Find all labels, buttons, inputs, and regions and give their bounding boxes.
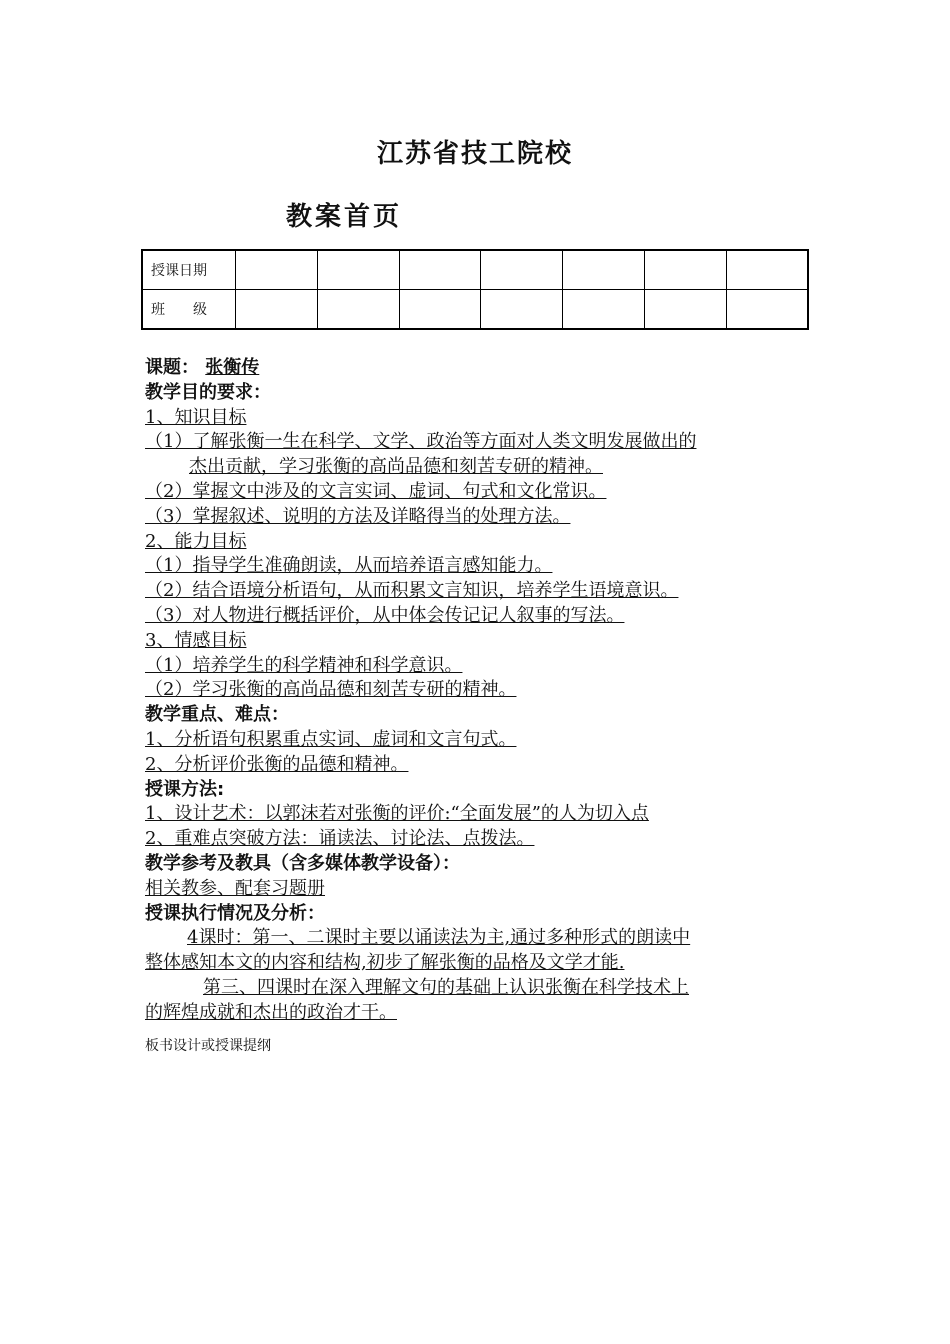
date-cell[interactable] [726, 250, 808, 290]
emotion-heading: 3、情感目标 [145, 629, 247, 651]
table-row [142, 290, 808, 330]
execution-heading: 授课执行情况及分析： [145, 902, 325, 924]
knowledge-item-2: （2）掌握文中涉及的文言实词、虚词、句式和文化常识。 [145, 480, 607, 502]
page-subtitle: 教案首页 [286, 202, 403, 232]
class-cell[interactable] [726, 290, 808, 330]
references-value: 相关教参、配套习题册 [145, 877, 325, 899]
topic-label: 课题： [145, 357, 199, 378]
objectives-heading: 教学目的要求： [145, 381, 271, 403]
school-title: 江苏省技工院校 [376, 139, 573, 169]
execution-para-1-cont: 整体感知本文的内容和结构,初步了解张衡的品格及文学才能. [145, 952, 625, 974]
date-cell[interactable] [236, 250, 318, 290]
keypoint-2: 2、分析评价张衡的品德和精神。 [145, 753, 409, 775]
ability-item-2: （2）结合语境分析语句，从而积累文言知识，培养学生语境意识。 [145, 580, 679, 602]
topic-line [145, 356, 815, 381]
class-label: 班 级 [142, 290, 236, 330]
class-cell[interactable] [481, 290, 563, 330]
schedule-table [141, 249, 809, 330]
date-label: 授课日期 [142, 250, 236, 290]
methods-heading: 授课方法: [145, 778, 225, 800]
knowledge-item-1-cont: 杰出贡献，学习张衡的高尚品德和刻苦专研的精神。 [189, 456, 603, 478]
ability-item-1: （1）指导学生准确朗读，从而培养语言感知能力。 [145, 555, 553, 577]
method-2: 2、重难点突破方法：诵读法、讨论法、点拨法。 [145, 828, 535, 850]
execution-para-1: 4课时：第一、二课时主要以诵读法为主,通过多种形式的朗读中 [187, 927, 691, 949]
date-cell[interactable] [644, 250, 726, 290]
ability-item-3: （3）对人物进行概括评价，从中体会传记记人叙事的写法。 [145, 604, 625, 626]
date-cell[interactable] [563, 250, 645, 290]
class-cell[interactable] [644, 290, 726, 330]
lesson-content [145, 356, 815, 1058]
date-cell[interactable] [317, 250, 399, 290]
knowledge-heading: 1、知识目标 [145, 406, 247, 428]
topic-value: 张衡传 [205, 357, 260, 378]
board-design-label: 板书设计或授课提纲 [145, 1037, 271, 1054]
method-1: 1、设计艺术：以郭沫若对张衡的评价:“全面发展”的人为切入点 [145, 803, 649, 825]
date-cell[interactable] [399, 250, 481, 290]
table-row [142, 250, 808, 290]
class-cell[interactable] [399, 290, 481, 330]
emotion-item-2: （2）学习张衡的高尚品德和刻苦专研的精神。 [145, 679, 517, 701]
class-cell[interactable] [563, 290, 645, 330]
knowledge-item-3: （3）掌握叙述、说明的方法及详略得当的处理方法。 [145, 505, 571, 527]
date-cell[interactable] [481, 250, 563, 290]
execution-para-2: 第三、四课时在深入理解文句的基础上认识张衡在科学技术上 [203, 976, 689, 998]
keypoints-heading: 教学重点、难点： [145, 704, 289, 726]
knowledge-item-1: （1）了解张衡一生在科学、文学、政治等方面对人类文明发展做出的 [145, 431, 697, 453]
class-cell[interactable] [236, 290, 318, 330]
keypoint-1: 1、分析语句积累重点实词、虚词和文言句式。 [145, 728, 517, 750]
execution-para-2-cont: 的辉煌成就和杰出的政治才干。 [145, 1001, 397, 1023]
emotion-item-1: （1）培养学生的科学精神和科学意识。 [145, 654, 463, 676]
class-cell[interactable] [317, 290, 399, 330]
ability-heading: 2、能力目标 [145, 530, 247, 552]
references-heading: 教学参考及教具（含多媒体教学设备）： [145, 852, 460, 874]
